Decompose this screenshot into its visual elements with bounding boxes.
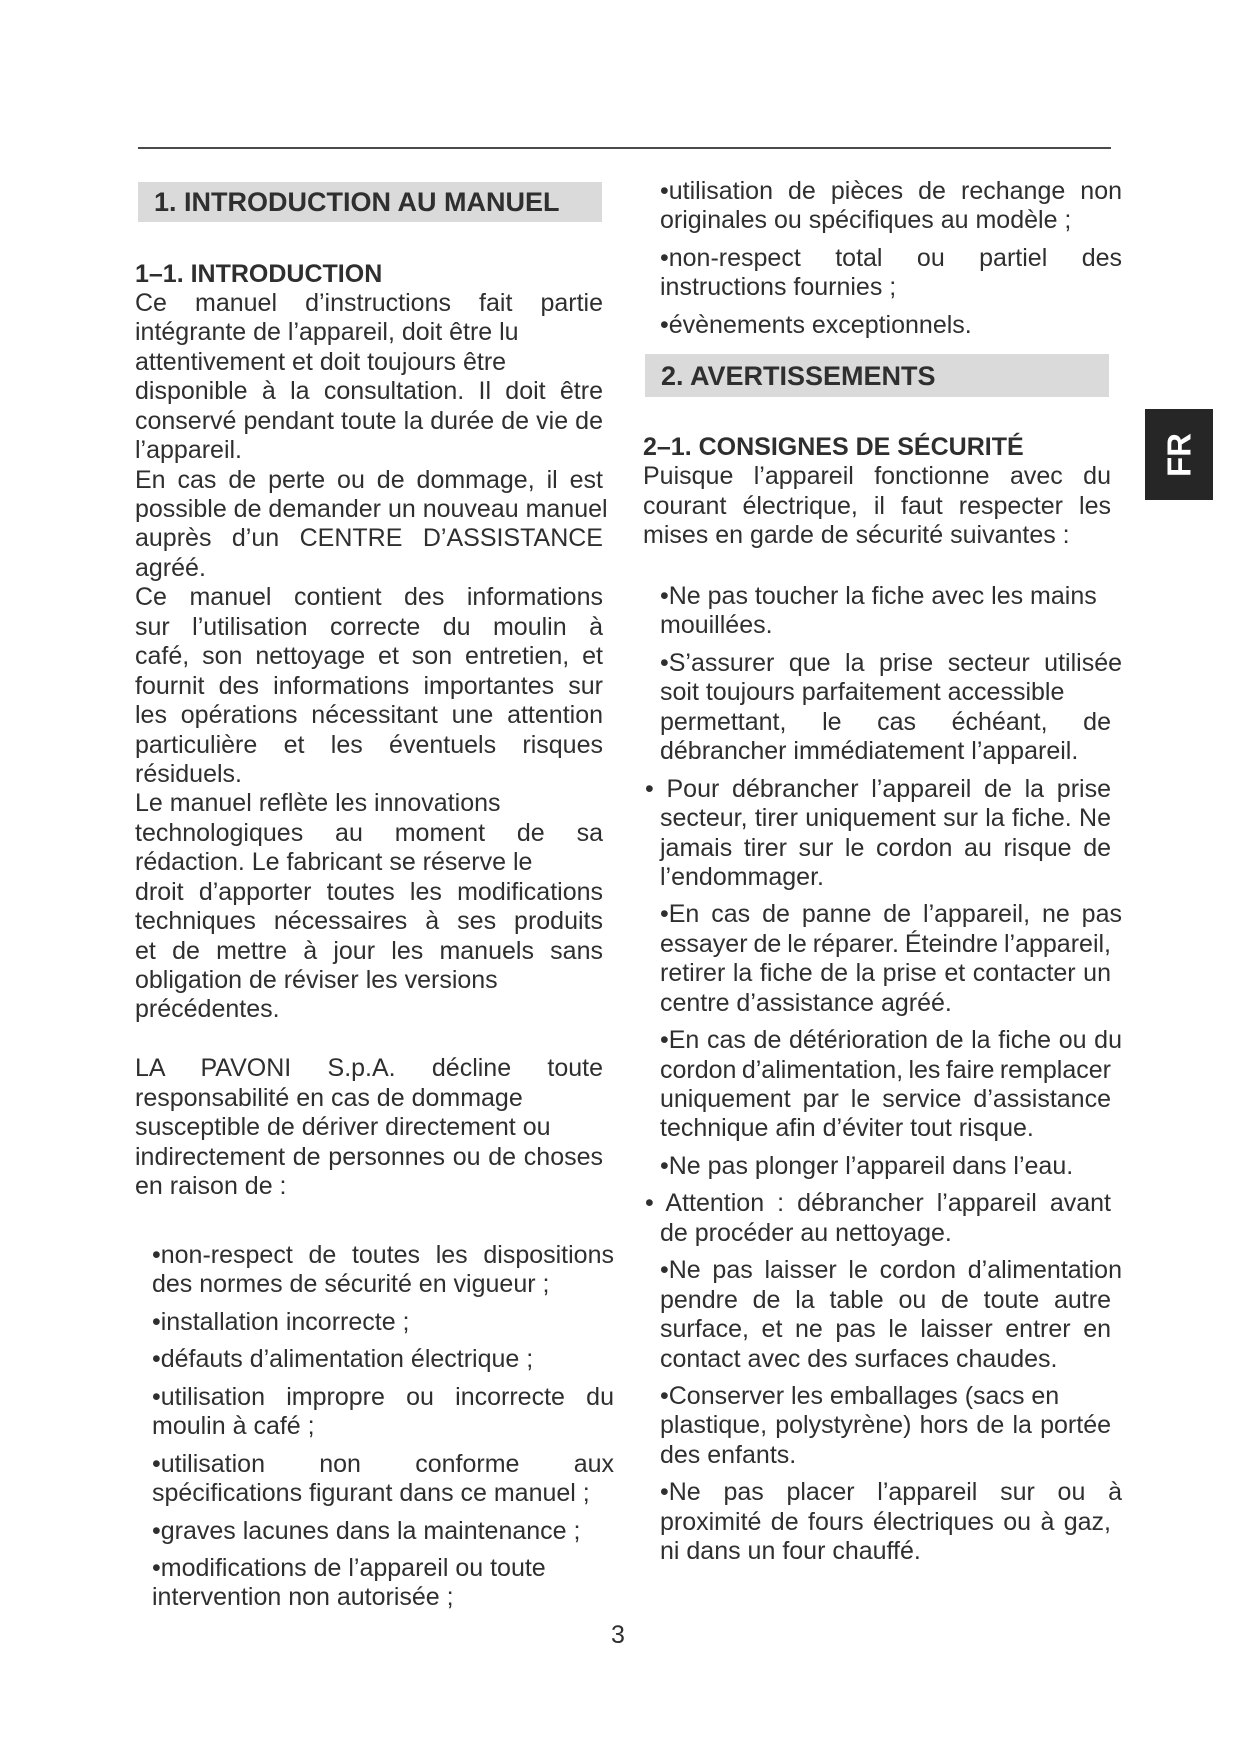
text-line: Le manuel reflète les innovations [135, 789, 501, 818]
text-line: l’appareil. [135, 436, 243, 465]
paragraph [135, 466, 615, 584]
text-line: et de mettre à jour les manuels sans [135, 936, 603, 965]
bullet-item [660, 1382, 1130, 1470]
bullet-line: moulin à café ; [152, 1412, 315, 1441]
text-line: indirectement de personnes ou de choses [135, 1142, 603, 1171]
text-line: en raison de : [135, 1172, 287, 1201]
text-line: courant électrique, il faut respecter les [643, 491, 1111, 520]
paragraph [643, 462, 1123, 550]
bullet-line: •utilisation impropre ou incorrecte du [152, 1382, 614, 1411]
text-line: rédaction. Le fabricant se réserve le [135, 848, 533, 877]
disclaimer-paragraph [135, 1054, 615, 1201]
section-title-warnings: 2. AVERTISSEMENTS [645, 354, 1109, 397]
text-line: droit d’apporter toutes les modifications [135, 877, 603, 906]
text-line: conservé pendant toute la durée de vie de [135, 406, 603, 435]
text-line: possible de demander un nouveau manuel [135, 495, 608, 523]
bullet-line: •Ne pas placer l’appareil sur ou à [660, 1478, 1122, 1507]
bullet-line: •Ne pas plonger l’appareil dans l’eau. [660, 1151, 1074, 1180]
safety-rules-list [645, 582, 1130, 1567]
text-line: En cas de perte ou de dommage, il est [135, 465, 603, 494]
section-title-introduction: 1. INTRODUCTION AU MANUEL [138, 182, 602, 222]
bullet-line: secteur, tirer uniquement sur la fiche. Ne [660, 804, 1111, 833]
text-line: susceptible de dériver directement ou [135, 1113, 551, 1142]
bullet-line: •non-respect de toutes les dispositions [152, 1241, 614, 1269]
bullet-item [660, 649, 1130, 767]
bullet-line: •utilisation de pièces de rechange non [660, 177, 1122, 205]
bullet-item [152, 1554, 622, 1613]
header-rule [138, 147, 1111, 149]
bullet-line: • Attention : débrancher l’appareil avant [645, 1189, 1111, 1218]
paragraph [135, 789, 615, 1025]
text-line: les opérations nécessitant une attention [135, 701, 603, 730]
bullet-line: •Ne pas laisser le cordon d’alimentation [660, 1256, 1122, 1285]
bullet-line: cordon d’alimentation, les faire remplacer [660, 1055, 1111, 1084]
bullet-item [152, 1450, 622, 1509]
bullet-line: centre d’assistance agréé. [660, 988, 952, 1017]
text-line: Ce manuel d’instructions fait partie [135, 288, 603, 317]
bullet-item [152, 1517, 622, 1546]
bullet-line: plastique, polystyrène) hors de la portée [660, 1411, 1111, 1440]
bullet-line: technique afin d’éviter tout risque. [660, 1114, 1034, 1143]
bullet-item [660, 1152, 1130, 1181]
paragraph [135, 289, 615, 466]
bullet-item [152, 1345, 622, 1374]
cause-list [152, 1241, 622, 1613]
text-line: résiduels. [135, 759, 242, 788]
bullet-line: •évènements exceptionnels. [660, 310, 972, 339]
bullet-line: •S’assurer que la prise secteur utilisée [660, 648, 1122, 677]
text-line: Puisque l’appareil fonctionne avec du [643, 462, 1111, 491]
bullet-line: surface, et ne pas le laisser entrer en [660, 1315, 1111, 1344]
bullet-line: • Pour débrancher l’appareil de la prise [645, 774, 1111, 803]
bullet-line: •Conserver les emballages (sacs en [660, 1381, 1060, 1410]
bullet-line: •Ne pas toucher la fiche avec les mains [660, 582, 1097, 610]
page-number: 3 [611, 1621, 625, 1649]
language-tab [1145, 409, 1213, 500]
bullet-line: mouillées. [660, 611, 773, 640]
bullet-line: ni dans un four chauffé. [660, 1537, 921, 1566]
bullet-line: instructions fournies ; [660, 273, 897, 302]
bullet-line: •modifications de l’appareil ou toute [152, 1553, 546, 1582]
bullet-item [660, 177, 1130, 236]
text-line: techniques nécessaires à ses produits [135, 907, 603, 936]
right-column-intro [643, 433, 1123, 551]
text-line: fournit des informations importantes sur [135, 671, 603, 700]
bullet-line: •installation incorrecte ; [152, 1307, 410, 1336]
text-line: café, son nettoyage et son entretien, et [135, 642, 603, 671]
bullet-line: retirer la fiche de la prise et contacter un [660, 959, 1111, 988]
bullet-item [152, 1383, 622, 1442]
bullet-line: proximité de fours électriques ou à gaz, [660, 1507, 1111, 1536]
bullet-item [645, 774, 1130, 893]
bullet-line: uniquement par le service d’assistance [660, 1085, 1111, 1113]
bullet-line: pendre de la table ou de toute autre [660, 1285, 1111, 1314]
bullet-line: soit toujours parfaitement accessible [660, 678, 1065, 707]
bullet-line: •En cas de panne de l’appareil, ne pas [660, 900, 1122, 929]
text-line: intégrante de l’appareil, doit être lu [135, 318, 519, 347]
bullet-line: contact avec des surfaces chaudes. [660, 1344, 1058, 1373]
bullet-item [660, 1026, 1130, 1144]
bullet-line: •graves lacunes dans la maintenance ; [152, 1516, 581, 1545]
subsection-title: 2–1. CONSIGNES DE SÉCURITÉ [643, 433, 1024, 461]
bullet-line: •non-respect total ou partiel des [660, 243, 1122, 272]
bullet-item [660, 1478, 1130, 1566]
bullet-line: •défauts d’alimentation électrique ; [152, 1345, 534, 1374]
bullet-line: •En cas de détérioration de la fiche ou du [660, 1026, 1122, 1055]
bullet-item [660, 244, 1130, 303]
text-line: disponible à la consultation. Il doit être [135, 377, 603, 406]
text-line: mises en garde de sécurité suivantes : [643, 521, 1070, 550]
bullet-line: essayer de le réparer. Éteindre l’appareil, [660, 929, 1111, 958]
bullet-line: spécifications figurant dans ce manuel ; [152, 1479, 590, 1508]
bullet-item [152, 1241, 622, 1300]
bullet-line: permettant, le cas échéant, de [660, 707, 1111, 736]
text-line: obligation de réviser les versions [135, 966, 498, 994]
subsection-title: 1–1. INTRODUCTION [135, 259, 383, 288]
bullet-line: intervention non autorisée ; [152, 1583, 454, 1612]
paragraph [135, 583, 615, 789]
bullet-line: •utilisation non conforme aux [152, 1449, 614, 1478]
cause-list-continued [660, 177, 1130, 340]
language-tab-label: FR [1160, 432, 1198, 477]
bullet-line: originales ou spécifiques au modèle ; [660, 206, 1072, 235]
text-line: technologiques au moment de sa [135, 818, 603, 847]
bullet-line: des normes de sécurité en vigueur ; [152, 1270, 550, 1299]
text-line: LA PAVONI S.p.A. décline toute [135, 1054, 603, 1083]
bullet-line: de procéder au nettoyage. [660, 1218, 952, 1247]
bullet-item [645, 1189, 1130, 1248]
bullet-item [660, 1256, 1130, 1374]
text-line: auprès d’un CENTRE D’ASSISTANCE [135, 524, 603, 553]
text-line: attentivement et doit toujours être [135, 347, 507, 376]
bullet-line: l’endommager. [660, 862, 824, 891]
bullet-line: des enfants. [660, 1440, 797, 1469]
text-line: sur l’utilisation correcte du moulin à [135, 612, 603, 641]
text-line: précédentes. [135, 995, 280, 1024]
text-line: responsabilité en cas de dommage [135, 1083, 523, 1112]
bullet-item [660, 311, 1130, 340]
bullet-item [152, 1308, 622, 1337]
text-line: agréé. [135, 553, 206, 582]
bullet-item [660, 582, 1130, 641]
text-line: Ce manuel contient des informations [135, 583, 603, 612]
bullet-item [660, 900, 1130, 1018]
bullet-line: débrancher immédiatement l’appareil. [660, 737, 1079, 766]
bullet-line: jamais tirer sur le cordon au risque de [660, 833, 1111, 862]
left-column [135, 260, 615, 1202]
text-line: particulière et les éventuels risques [135, 730, 603, 759]
